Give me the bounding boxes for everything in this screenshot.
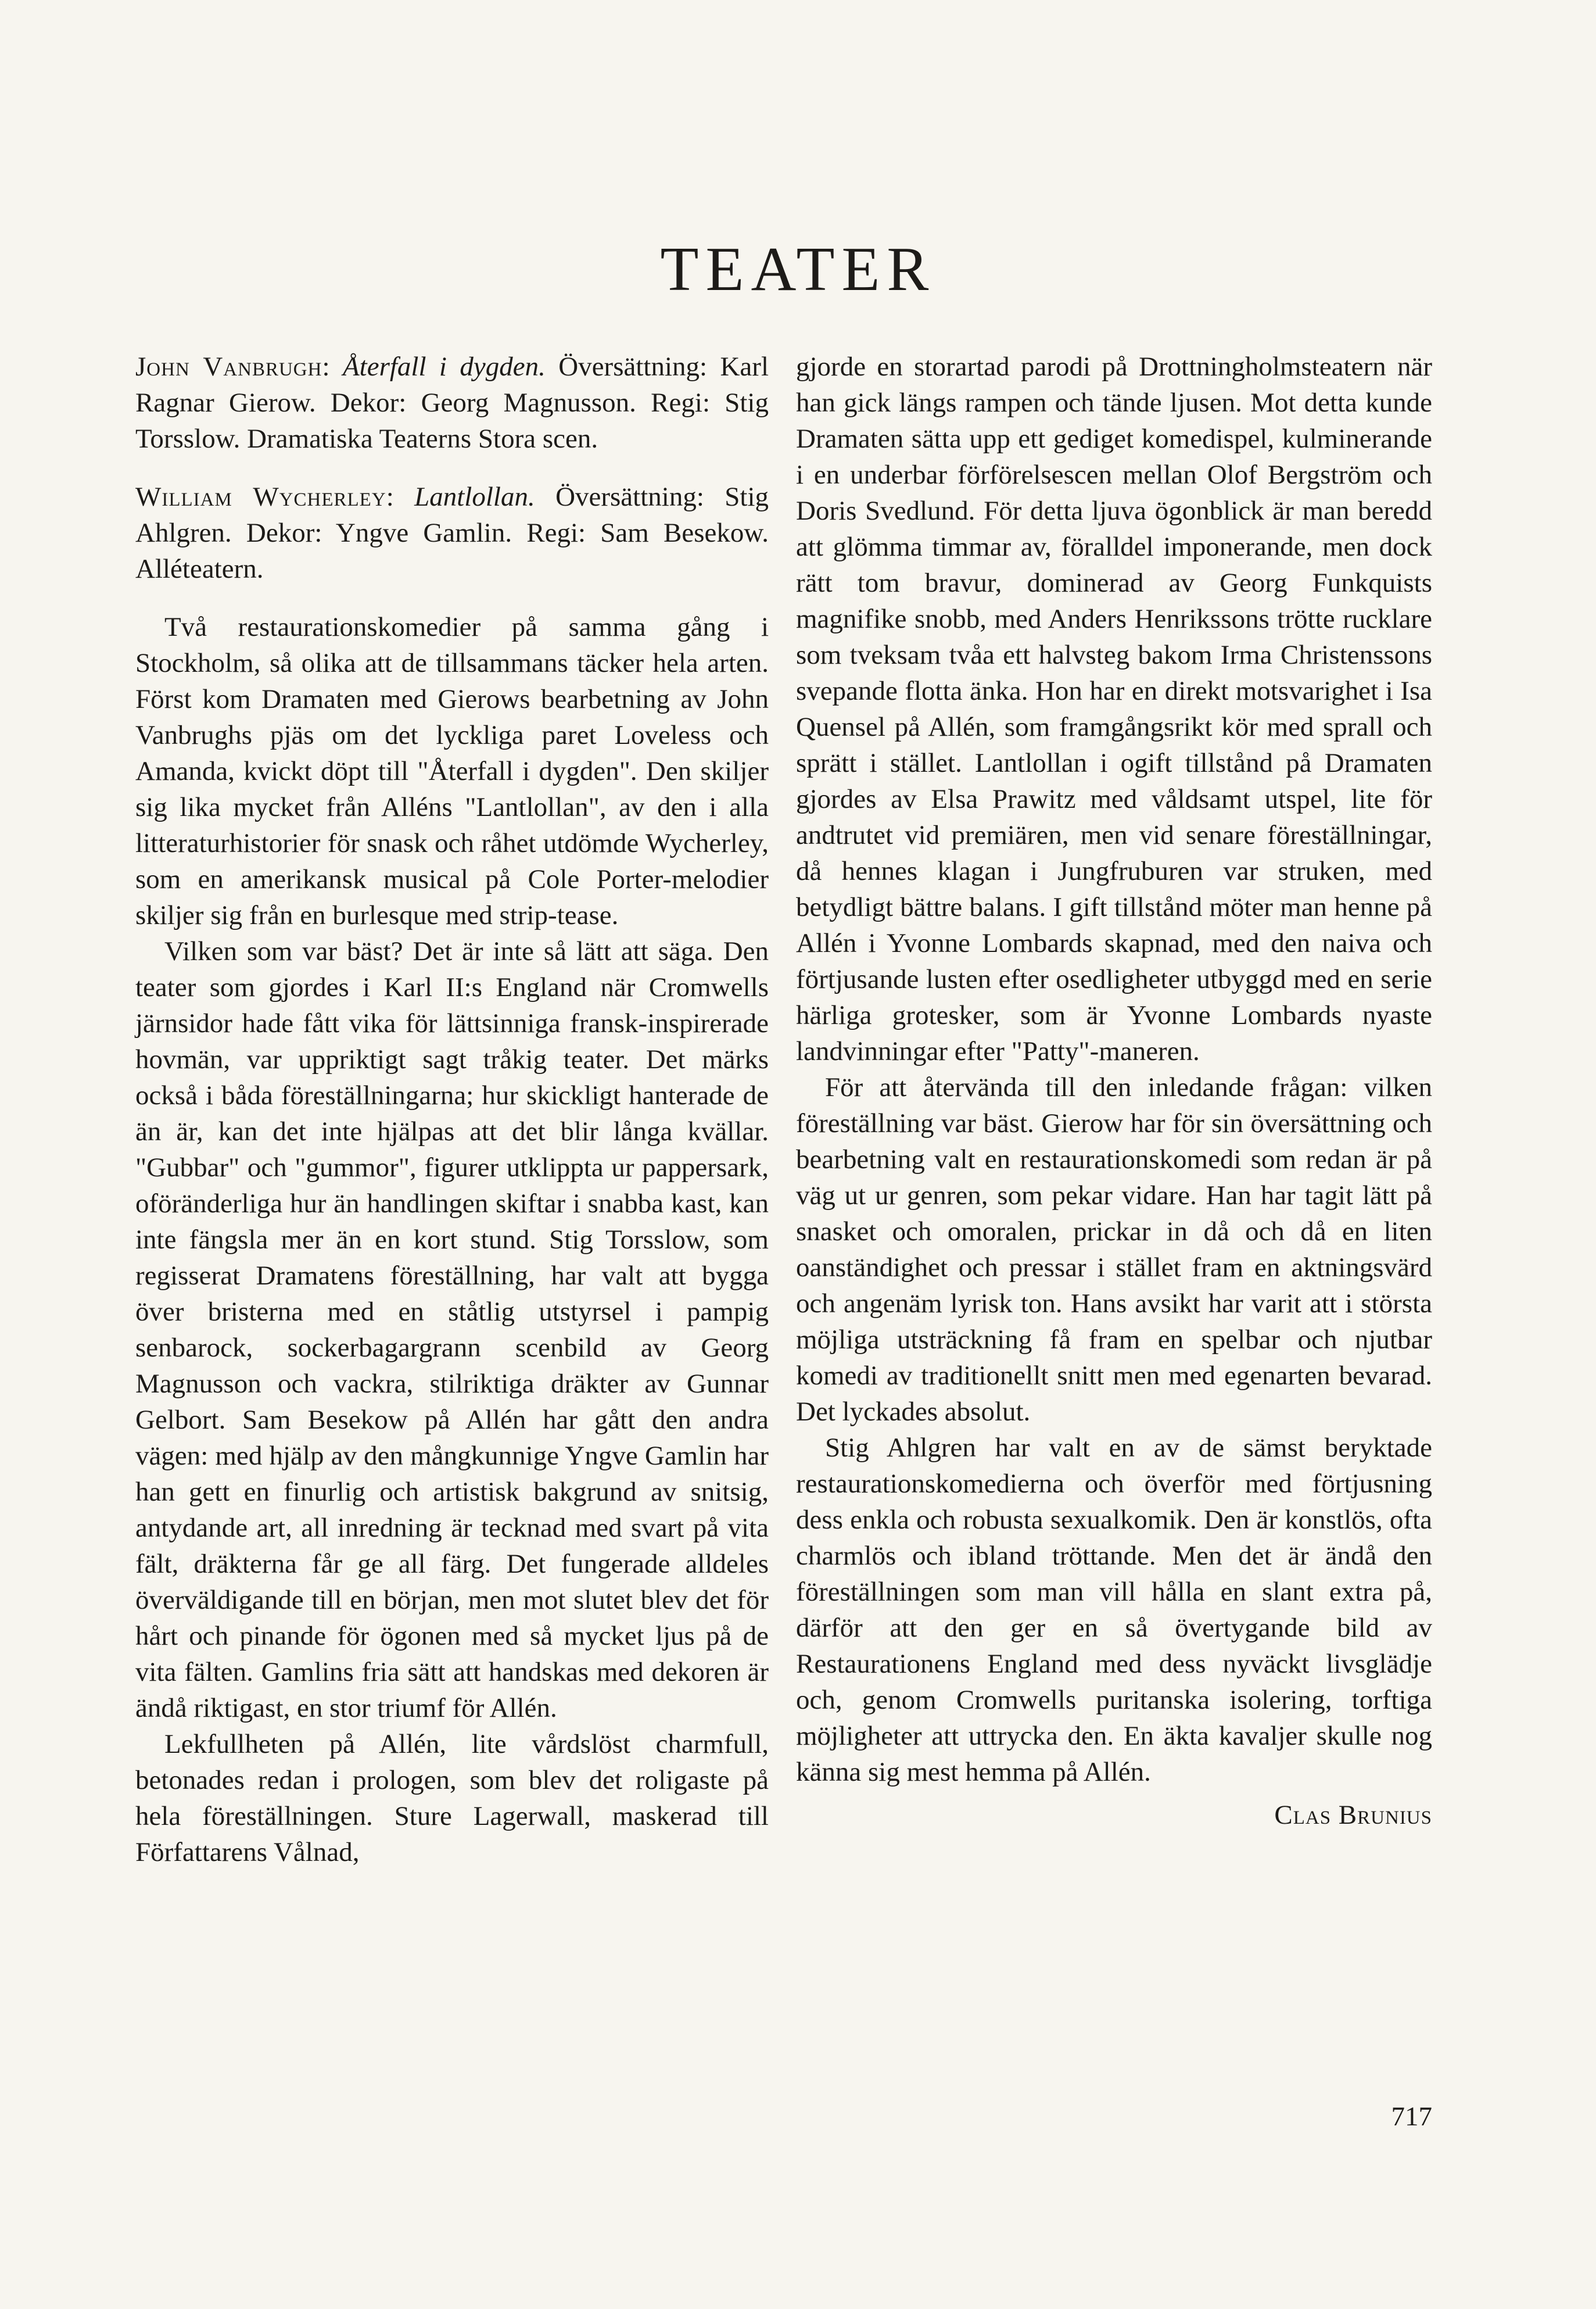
credit-separator: :: [322, 352, 343, 382]
credit-separator: :: [386, 482, 415, 512]
author-signature: Clas Brunius: [1274, 1800, 1432, 1830]
credit-details: Översättning: Karl Ragnar Gierow. Dekor: Georg Magnusson. Regi: Stig Torsslow. Dramatiska Teaterns Stora scen.: [135, 352, 769, 454]
credit-entry-1: [135, 349, 769, 457]
credit-author: William Wycherley: [135, 482, 386, 512]
credit-entry-2: [135, 479, 769, 587]
credit-work-title: Lantlollan.: [414, 482, 535, 512]
left-column: [135, 349, 769, 1870]
page-number: 717: [1391, 2102, 1432, 2132]
right-column: [796, 349, 1432, 1833]
body-paragraph: gjorde en storartad parodi på Drottningholmsteatern när han gick längs rampen och tände ljusen. Mot detta kunde Dramaten sätta upp ett gediget komedispel, kulminerande i en underbar förförelsescen mellan Olof Bergström och Doris Svedlund. För detta ljuva ögonblick är man beredd att glömma timmar av, föralldel imponerande, men dock rätt tom bravur, dominerad av Georg Funkquists magnifike snobb, med Anders Henrikssons trötte rucklare som tveksam tvåa ett halvsteg bakom Irma Christenssons svepande flotta änka. Hon har en direkt motsvarighet i Isa Quensel på Allén, som framgångsrikt kör med sprall och sprätt i stället. Lantlollan i ogift tillstånd på Dramaten gjordes av Elsa Prawitz med våldsamt utspel, lite för andtrutet vid premiären, men vid senare föreställningar, då hennes klagan i Jungfruburen var struken, med betydligt bättre balans. I gift tillstånd möter man henne på Allén i Yvonne Lombards skapnad, med den naiva och förtjusande lusten efter osedligheter utbyggd med en serie härliga grotesker, som är Yvonne Lombards nyaste landvinningar efter "Patty"-maneren.: [796, 352, 1432, 1066]
body-paragraph: Stig Ahlgren har valt en av de sämst beryktade restaurationskomedierna och överför med förtjusning dess enkla och robusta sexualkomik. Den är konstlös, ofta charmlös och ibland tröttande. Men det är ändå den föreställningen som man vill hålla en slant extra på, därför att den ger en så övertygande bild av Restaurationens England med dess nyväckt livsglädje och, genom Cromwells puritanska isolering, torftiga möjligheter att uttrycka den. En äkta kavaljer skulle nog känna sig mest hemma på Allén.: [796, 1433, 1432, 1787]
section-title: TEATER: [660, 235, 936, 304]
body-paragraph: För att återvända till den inledande frågan: vilken föreställning var bäst. Gierow har för sin översättning och bearbetning valt en restaurationskomedi som redan är på väg ut ur genren, som pekar vidare. Han har tagit lätt på snasket och omoralen, prickar in då och då en liten oanständighet och pressar i stället fram en aktningsvärd och angenäm lyrisk ton. Hans avsikt har varit att i största möjliga utsträckning få fram en spelbar och njutbar komedi av traditionellt snitt men med egenarten bevarad. Det lyckades absolut.: [796, 1072, 1432, 1427]
body-paragraph: Lekfullheten på Allén, lite vårdslöst charmfull, betonades redan i prologen, som blev det roligaste på hela föreställningen. Sture Lagerwall, maskerad till Författarens Vålnad,: [135, 1729, 769, 1867]
credit-work-title: Återfall i dygden.: [342, 352, 546, 382]
credit-details: Översättning: Stig Ahlgren. Dekor: Yngve Gamlin. Regi: Sam Besekow. Alléteatern.: [135, 482, 769, 584]
credit-author: John Vanbrugh: [135, 352, 322, 382]
body-paragraph: Vilken som var bäst? Det är inte så lätt att säga. Den teater som gjordes i Karl II:s England när Cromwells järnsidor hade fått vika för lättsinniga fransk-inspirerade hovmän, var uppriktigt sagt tråkig teater. Det märks också i båda föreställningarna; hur skickligt hanterade de än är, kan det inte hjälpas att det blir långa kvällar. "Gubbar" och "gummor", figurer utklippta ur pappersark, oföränderliga hur än handlingen skiftar i snabba kast, kan inte fängsla mer än en kort stund. Stig Torsslow, som regisserat Dramatens föreställning, har valt att bygga över bristerna med en ståtlig utstyrsel i pampig senbarock, sockerbagargrann scenbild av Georg Magnusson och vackra, stilriktiga dräkter av Gunnar Gelbort. Sam Besekow på Allén har gått den andra vägen: med hjälp av den mångkunnige Yngve Gamlin har han gett en finurlig och artistisk bakgrund av snitsig, antydande art, all inredning är tecknad med svart på vita fält, dräkterna får ge all färg. Det fungerade alldeles överväldigande till en början, men mot slutet blev det för hårt och pinande för ögonen med så mycket ljus på de vita fälten. Gamlins fria sätt att handskas med dekoren är ändå riktigast, en stor triumf för Allén.: [135, 936, 769, 1723]
body-paragraph: Två restaurationskomedier på samma gång i Stockholm, så olika att de tillsammans täcker hela arten. Först kom Dramaten med Gierows bearbetning av John Vanbrughs pjäs om det lyckliga paret Loveless och Amanda, kvickt döpt till "Återfall i dygden". Den skiljer sig lika mycket från Alléns "Lantlollan", av den i alla litteraturhistorier för snask och råhet utdömde Wycherley, som en amerikansk musical på Cole Porter-melodier skiljer sig från en burlesque med strip-tease.: [135, 612, 769, 930]
